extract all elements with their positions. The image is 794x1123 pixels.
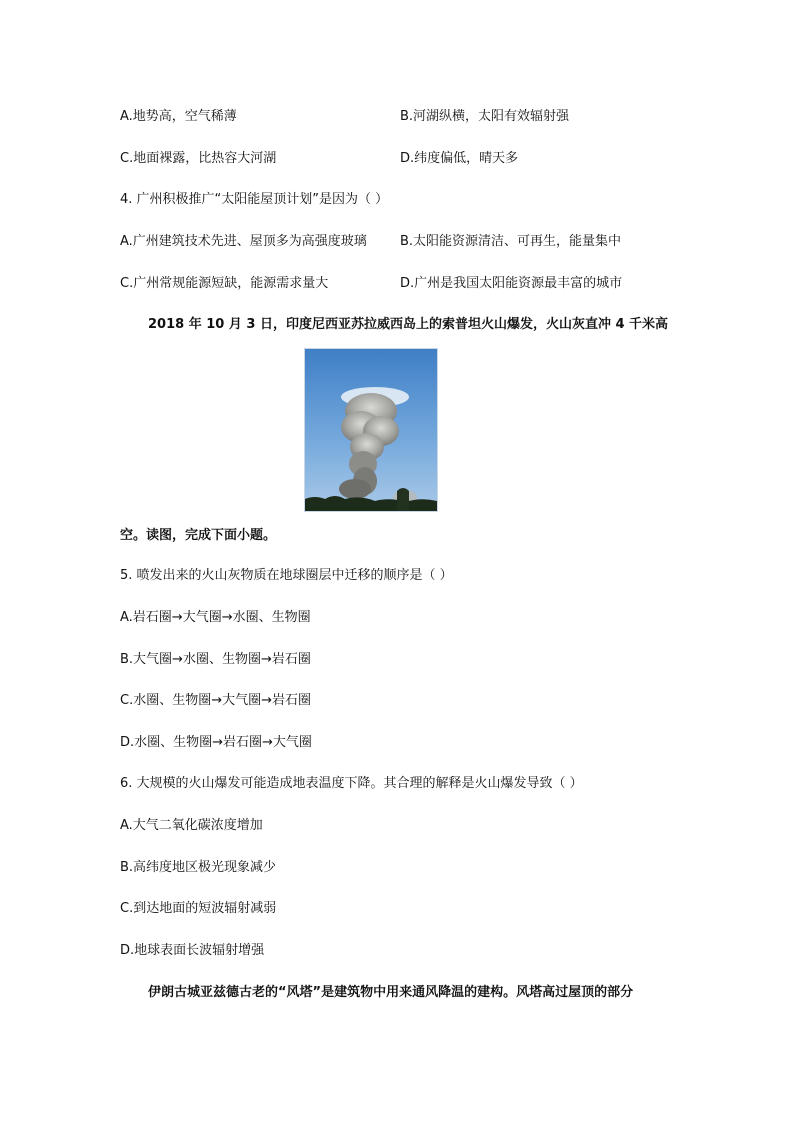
q4-stem: 4. 广州积极推广“太阳能屋顶计划”是因为（ ） — [120, 192, 389, 207]
q6-stem: 6. 大规模的火山爆发可能造成地表温度下降。其合理的解释是火山爆发导致（ ） — [120, 776, 583, 791]
q6-option-c: C.到达地面的短波辐射减弱 — [120, 901, 277, 916]
q3-option-d: D.纬度偏低，晴天多 — [400, 151, 519, 166]
q3-option-b: B.河湖纵横，太阳有效辐射强 — [400, 109, 570, 124]
q5-stem: 5. 喷发出来的火山灰物质在地球圈层中迁移的顺序是（ ） — [120, 568, 453, 583]
q5-option-d: D.水圈、生物圈→岩石圈→大气圈 — [120, 735, 312, 750]
q3-option-c: C.地面裸露，比热容大河湖 — [120, 151, 277, 166]
volcano-eruption-photo — [304, 348, 438, 512]
q4-option-c: C.广州常规能源短缺，能源需求量大 — [120, 276, 329, 291]
q4-option-b: B.太阳能资源清洁、可再生，能量集中 — [400, 234, 622, 249]
q5-option-c: C.水圈、生物圈→大气圈→岩石圈 — [120, 693, 311, 708]
q5-option-a: A.岩石圈→大气圈→水圈、生物圈 — [120, 610, 311, 625]
passage1-line1: 2018 年 10 月 3 日，印度尼西亚苏拉威西岛上的索普坦火山爆发，火山灰直冲 4 千米高 — [148, 317, 669, 332]
passage1-line2: 空。读图，完成下面小题。 — [120, 528, 277, 543]
q4-option-d: D.广州是我国太阳能资源最丰富的城市 — [400, 276, 623, 291]
q3-option-a: A.地势高，空气稀薄 — [120, 109, 237, 124]
q6-option-b: B.高纬度地区极光现象减少 — [120, 860, 277, 875]
q5-option-b: B.大气圈→水圈、生物圈→岩石圈 — [120, 652, 311, 667]
q6-option-d: D.地球表面长波辐射增强 — [120, 943, 265, 958]
q6-option-a: A.大气二氧化碳浓度增加 — [120, 818, 263, 833]
q4-option-a: A.广州建筑技术先进、屋顶多为高强度玻璃 — [120, 234, 367, 249]
passage2-line1: 伊朗古城亚兹德古老的“风塔”是建筑物中用来通风降温的建构。风塔高过屋顶的部分 — [148, 985, 634, 1000]
